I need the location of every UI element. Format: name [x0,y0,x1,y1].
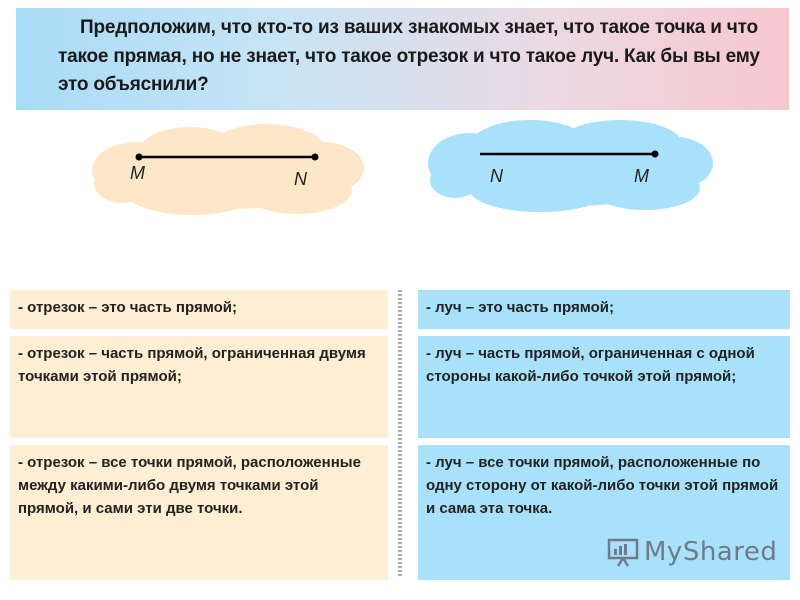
question-text: Предположим, что кто-то из ваших знакомых знает, что такое точка и что такое прямая, но не знает, что такое отрезок и что такое луч. Как бы вы ему это объяснили? [58,17,760,95]
segment-point-m [136,154,143,161]
segment-label-m: M [130,163,145,183]
ray-cloud-drawing [420,118,720,218]
segment-label-n: N [294,169,307,189]
watermark-text: MyShared [644,537,778,567]
segment-definition-text: - отрезок – часть прямой, ограниченная двумя точками этой прямой; [18,345,366,385]
segment-cloud-drawing [82,118,372,223]
ray-label-m: M [634,166,649,186]
segment-definition-text: - отрезок – это часть прямой; [18,299,237,316]
cloud-shape [428,120,713,212]
watermark [606,534,777,570]
column-divider [398,290,402,577]
segment-point-n [312,154,319,161]
ray-definition-text: - луч – часть прямой, ограниченная с одной стороны какой-либо точкой этой прямой; [426,345,755,385]
ray-definition-text: - луч – все точки прямой, расположенные по одну сторону от какой-либо точки этой прямой и сама эта точка. [426,454,779,517]
segment-definition-card-1 [10,290,388,329]
ray-definition-card-2 [418,336,790,438]
question-banner [16,8,789,110]
segment-definition-card-2 [10,336,388,438]
presentation-board-icon [606,536,640,568]
ray-point-m [652,151,659,158]
segment-figure [82,118,372,223]
ray-figure [420,118,720,218]
ray-definition-text: - луч – это часть прямой; [426,299,614,316]
ray-label-n: N [490,166,503,186]
segment-definition-card-3 [10,445,388,580]
segment-definition-text: - отрезок – все точки прямой, расположенные между какими-либо двумя точками этой прямой, и сами эти две точки. [18,454,361,517]
ray-definition-card-1 [418,290,790,329]
